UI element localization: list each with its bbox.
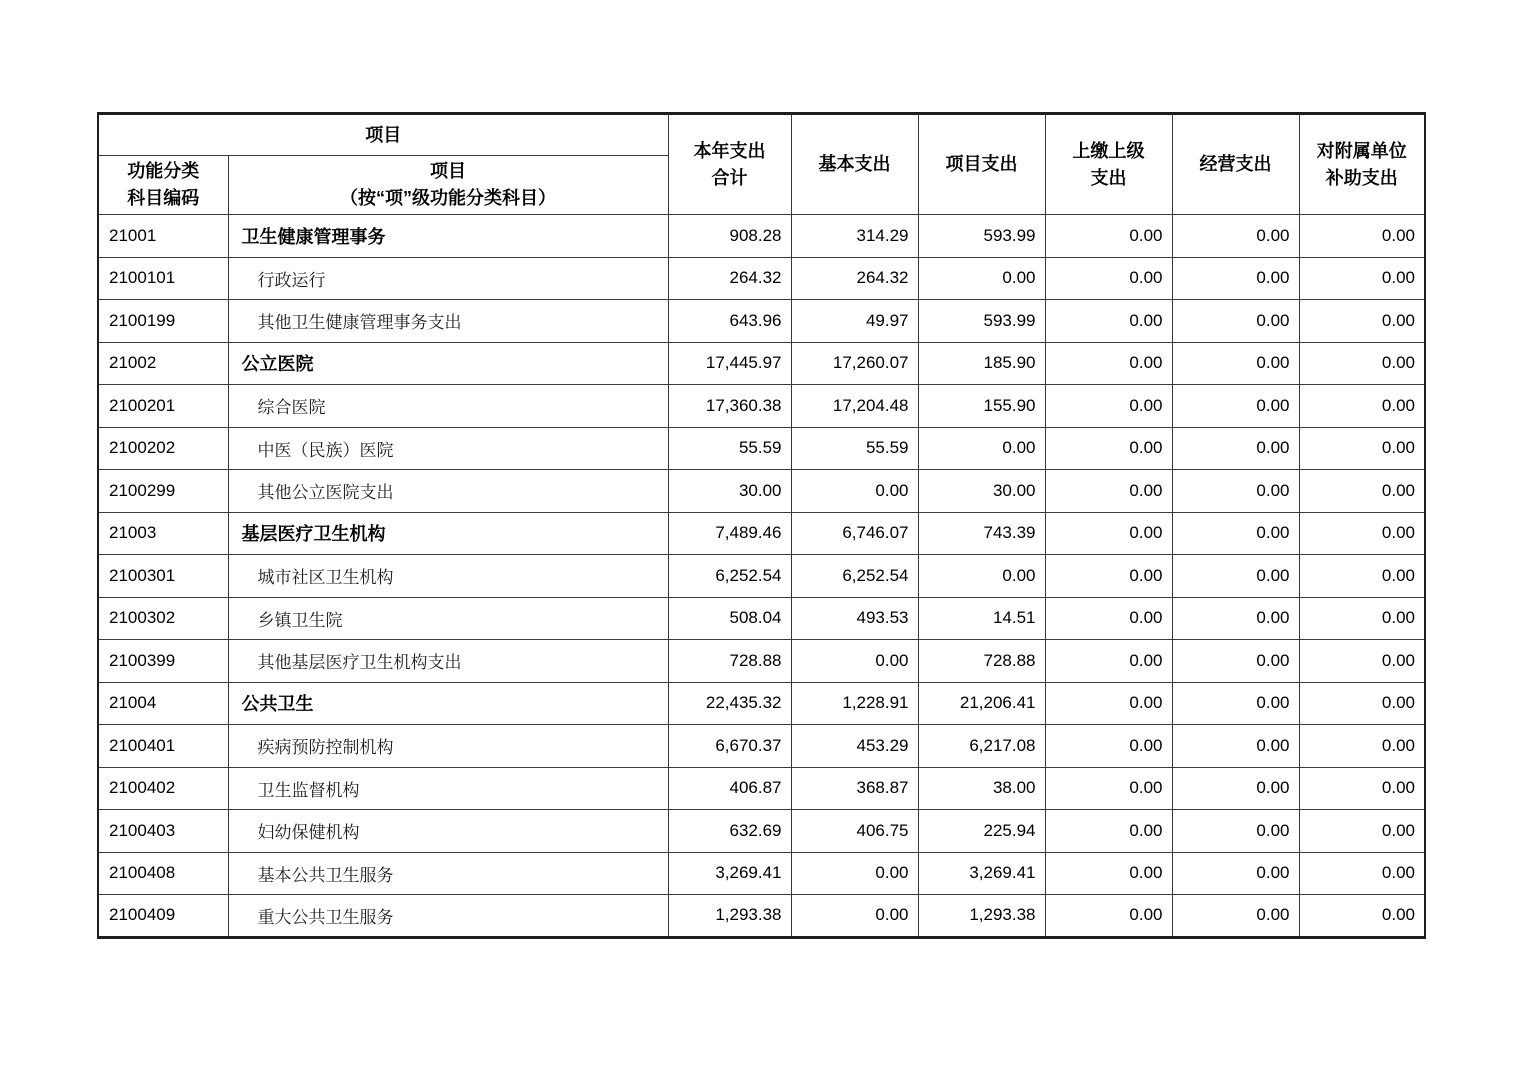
- table-row: [98, 470, 1425, 513]
- value-cell: 0.00: [1172, 427, 1299, 470]
- value-cell: 0.00: [1299, 385, 1425, 428]
- value-cell: 0.00: [1299, 810, 1425, 853]
- budget-table: [97, 112, 1426, 939]
- header-project-group: [98, 114, 668, 156]
- header-name-line1: 项目: [430, 161, 466, 181]
- header-project-group-label: 项目: [365, 124, 402, 145]
- value-cell: 1,293.38: [668, 895, 791, 938]
- header-total-col: [668, 114, 791, 215]
- header-upper-col: [1045, 114, 1172, 215]
- header-affiliated-line2: 补助支出: [1325, 167, 1398, 188]
- value-cell: 0.00: [1045, 342, 1172, 385]
- row-name-cell: 卫生监督机构: [228, 767, 668, 810]
- value-cell: 17,260.07: [791, 342, 918, 385]
- value-cell: 0.00: [1045, 852, 1172, 895]
- row-code-cell: 2100409: [98, 895, 228, 938]
- value-cell: 0.00: [1172, 257, 1299, 300]
- row-name-cell: 公共卫生: [228, 682, 668, 725]
- value-cell: 1,293.38: [918, 895, 1045, 938]
- value-cell: 0.00: [1299, 597, 1425, 640]
- table-row: [98, 852, 1425, 895]
- value-cell: 728.88: [668, 640, 791, 683]
- header-name-line2: （按“项”级功能分类科目）: [340, 188, 556, 208]
- value-cell: 0.00: [1299, 852, 1425, 895]
- value-cell: 406.75: [791, 810, 918, 853]
- table-row: [98, 682, 1425, 725]
- value-cell: 0.00: [1299, 300, 1425, 343]
- value-cell: 3,269.41: [668, 852, 791, 895]
- value-cell: 743.39: [918, 512, 1045, 555]
- value-cell: 55.59: [791, 427, 918, 470]
- table-row: [98, 385, 1425, 428]
- value-cell: 406.87: [668, 767, 791, 810]
- table-row: [98, 512, 1425, 555]
- value-cell: 0.00: [1299, 682, 1425, 725]
- value-cell: 17,360.38: [668, 385, 791, 428]
- row-name-cell: 乡镇卫生院: [228, 597, 668, 640]
- value-cell: 0.00: [1299, 895, 1425, 938]
- value-cell: 264.32: [668, 257, 791, 300]
- value-cell: 0.00: [1299, 427, 1425, 470]
- value-cell: 17,204.48: [791, 385, 918, 428]
- value-cell: 0.00: [1045, 682, 1172, 725]
- value-cell: 0.00: [1045, 257, 1172, 300]
- row-code-cell: 21001: [98, 215, 228, 258]
- value-cell: 453.29: [791, 725, 918, 768]
- header-upper-line2: 支出: [1090, 167, 1127, 188]
- table-row: [98, 597, 1425, 640]
- row-name-cell: 其他基层医疗卫生机构支出: [228, 640, 668, 683]
- row-code-cell: 2100408: [98, 852, 228, 895]
- value-cell: 632.69: [668, 810, 791, 853]
- row-name-cell: 城市社区卫生机构: [228, 555, 668, 598]
- value-cell: 508.04: [668, 597, 791, 640]
- row-name-cell: 综合医院: [228, 385, 668, 428]
- row-name-cell: 中医（民族）医院: [228, 427, 668, 470]
- value-cell: 0.00: [1172, 512, 1299, 555]
- value-cell: 17,445.97: [668, 342, 791, 385]
- value-cell: 0.00: [1172, 215, 1299, 258]
- value-cell: 0.00: [1045, 470, 1172, 513]
- header-code-line1: 功能分类: [127, 161, 200, 181]
- row-code-cell: 2100399: [98, 640, 228, 683]
- value-cell: 0.00: [1172, 852, 1299, 895]
- header-project-expend-col: [918, 114, 1045, 215]
- row-code-cell: 21003: [98, 512, 228, 555]
- value-cell: 0.00: [1299, 257, 1425, 300]
- row-code-cell: 2100299: [98, 470, 228, 513]
- row-code-cell: 21004: [98, 682, 228, 725]
- header-affiliated-col: [1299, 114, 1425, 215]
- row-code-cell: 21002: [98, 342, 228, 385]
- row-code-cell: 2100302: [98, 597, 228, 640]
- row-code-cell: 2100403: [98, 810, 228, 853]
- row-code-cell: 2100199: [98, 300, 228, 343]
- value-cell: 185.90: [918, 342, 1045, 385]
- table-row: [98, 640, 1425, 683]
- value-cell: 368.87: [791, 767, 918, 810]
- table-row: [98, 427, 1425, 470]
- header-name-col: [228, 156, 668, 215]
- value-cell: 908.28: [668, 215, 791, 258]
- value-cell: 0.00: [791, 640, 918, 683]
- value-cell: 0.00: [1172, 597, 1299, 640]
- value-cell: 0.00: [1172, 640, 1299, 683]
- value-cell: 0.00: [1045, 215, 1172, 258]
- value-cell: 0.00: [1045, 300, 1172, 343]
- value-cell: 728.88: [918, 640, 1045, 683]
- value-cell: 225.94: [918, 810, 1045, 853]
- header-operating-col: [1172, 114, 1299, 215]
- value-cell: 0.00: [1299, 470, 1425, 513]
- row-code-cell: 2100301: [98, 555, 228, 598]
- value-cell: 0.00: [1172, 470, 1299, 513]
- value-cell: 0.00: [1045, 512, 1172, 555]
- value-cell: 7,489.46: [668, 512, 791, 555]
- row-name-cell: 重大公共卫生服务: [228, 895, 668, 938]
- row-name-cell: 基本公共卫生服务: [228, 852, 668, 895]
- value-cell: 0.00: [791, 895, 918, 938]
- table-row: [98, 767, 1425, 810]
- header-code-col: [98, 156, 228, 215]
- value-cell: 0.00: [918, 427, 1045, 470]
- value-cell: 0.00: [1299, 640, 1425, 683]
- row-name-cell: 卫生健康管理事务: [228, 215, 668, 258]
- value-cell: 6,217.08: [918, 725, 1045, 768]
- value-cell: 6,746.07: [791, 512, 918, 555]
- value-cell: 49.97: [791, 300, 918, 343]
- table-row: [98, 257, 1425, 300]
- row-code-cell: 2100401: [98, 725, 228, 768]
- value-cell: 0.00: [791, 852, 918, 895]
- header-basic-col: [791, 114, 918, 215]
- value-cell: 0.00: [1045, 767, 1172, 810]
- row-code-cell: 2100201: [98, 385, 228, 428]
- value-cell: 0.00: [1045, 725, 1172, 768]
- value-cell: 0.00: [1045, 427, 1172, 470]
- header-row-1: [98, 114, 1425, 156]
- value-cell: 264.32: [791, 257, 918, 300]
- value-cell: 0.00: [918, 555, 1045, 598]
- header-affiliated-line1: 对附属单位: [1316, 140, 1407, 161]
- table-row: [98, 342, 1425, 385]
- value-cell: 0.00: [1299, 215, 1425, 258]
- value-cell: 0.00: [1299, 725, 1425, 768]
- row-name-cell: 其他公立医院支出: [228, 470, 668, 513]
- value-cell: 6,670.37: [668, 725, 791, 768]
- value-cell: 22,435.32: [668, 682, 791, 725]
- table-row: [98, 300, 1425, 343]
- value-cell: 0.00: [1299, 767, 1425, 810]
- value-cell: 0.00: [1045, 597, 1172, 640]
- value-cell: 6,252.54: [791, 555, 918, 598]
- value-cell: 0.00: [1045, 895, 1172, 938]
- value-cell: 0.00: [1172, 895, 1299, 938]
- value-cell: 493.53: [791, 597, 918, 640]
- row-name-cell: 基层医疗卫生机构: [228, 512, 668, 555]
- value-cell: 0.00: [1172, 555, 1299, 598]
- value-cell: 6,252.54: [668, 555, 791, 598]
- value-cell: 1,228.91: [791, 682, 918, 725]
- header-operating-label: 经营支出: [1199, 154, 1272, 174]
- value-cell: 0.00: [1299, 512, 1425, 555]
- value-cell: 0.00: [1172, 300, 1299, 343]
- value-cell: 0.00: [1299, 342, 1425, 385]
- table-body: [98, 215, 1425, 938]
- value-cell: 30.00: [668, 470, 791, 513]
- row-name-cell: 公立医院: [228, 342, 668, 385]
- header-project-expend-label: 项目支出: [945, 154, 1018, 174]
- value-cell: 0.00: [1172, 342, 1299, 385]
- value-cell: 593.99: [918, 300, 1045, 343]
- value-cell: 30.00: [918, 470, 1045, 513]
- row-name-cell: 其他卫生健康管理事务支出: [228, 300, 668, 343]
- table-row: [98, 215, 1425, 258]
- row-code-cell: 2100402: [98, 767, 228, 810]
- value-cell: 0.00: [1172, 725, 1299, 768]
- row-name-cell: 行政运行: [228, 257, 668, 300]
- value-cell: 0.00: [1045, 810, 1172, 853]
- value-cell: 0.00: [918, 257, 1045, 300]
- value-cell: 0.00: [1172, 385, 1299, 428]
- value-cell: 38.00: [918, 767, 1045, 810]
- value-cell: 593.99: [918, 215, 1045, 258]
- value-cell: 0.00: [1045, 555, 1172, 598]
- row-code-cell: 2100101: [98, 257, 228, 300]
- value-cell: 55.59: [668, 427, 791, 470]
- value-cell: 643.96: [668, 300, 791, 343]
- table-row: [98, 895, 1425, 938]
- value-cell: 0.00: [791, 470, 918, 513]
- row-code-cell: 2100202: [98, 427, 228, 470]
- header-total-line2: 合计: [711, 167, 748, 188]
- value-cell: 0.00: [1045, 385, 1172, 428]
- table-row: [98, 810, 1425, 853]
- value-cell: 0.00: [1172, 682, 1299, 725]
- value-cell: 21,206.41: [918, 682, 1045, 725]
- value-cell: 0.00: [1045, 640, 1172, 683]
- table-row: [98, 555, 1425, 598]
- value-cell: 14.51: [918, 597, 1045, 640]
- value-cell: 0.00: [1172, 767, 1299, 810]
- value-cell: 0.00: [1172, 810, 1299, 853]
- header-upper-line1: 上缴上级: [1072, 140, 1145, 161]
- value-cell: 314.29: [791, 215, 918, 258]
- header-basic-label: 基本支出: [818, 154, 891, 174]
- row-name-cell: 妇幼保健机构: [228, 810, 668, 853]
- value-cell: 0.00: [1299, 555, 1425, 598]
- table-row: [98, 725, 1425, 768]
- header-total-line1: 本年支出: [693, 140, 766, 161]
- header-code-line2: 科目编码: [127, 188, 200, 208]
- value-cell: 155.90: [918, 385, 1045, 428]
- row-name-cell: 疾病预防控制机构: [228, 725, 668, 768]
- value-cell: 3,269.41: [918, 852, 1045, 895]
